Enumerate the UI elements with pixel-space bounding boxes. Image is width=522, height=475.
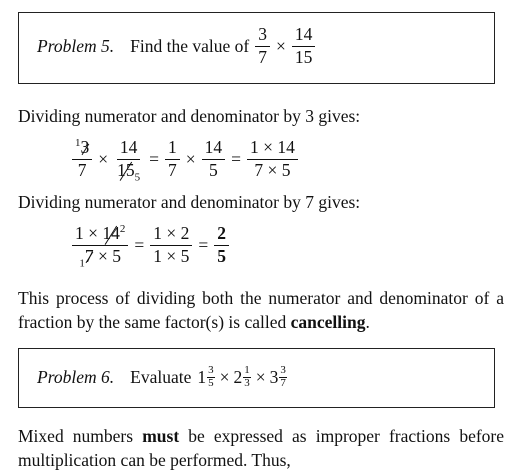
times-sign: × xyxy=(255,366,266,387)
step-1-intro: Dividing numerator and denominator by 3 gives: xyxy=(18,106,361,126)
equals-sign: = xyxy=(149,148,159,169)
problem-5-statement xyxy=(37,25,317,67)
problem-5-box xyxy=(18,12,495,84)
cancelling-paragraph: This process of dividing both the numerator and denominator of a fraction by the same factor(s) is called cancelling. xyxy=(18,288,504,332)
eq2-result: $\frac{2}{5}$ xyxy=(214,224,229,266)
step-1-equation xyxy=(70,137,300,184)
equals-sign: = xyxy=(198,234,209,255)
step-2-equation xyxy=(70,223,231,270)
times-sign: × xyxy=(98,148,109,169)
eq1-fraction-e: $\frac{1 \times 14}{7 \times 5}$ xyxy=(247,138,298,180)
eq2-fraction-b: $\frac{1 \times 2}{1 \times 5}$ xyxy=(150,224,192,266)
mixed-number-3: 3 $\frac{3}{7}$ xyxy=(269,364,286,389)
eq1-fraction-a: $\frac{^13}{7}$ xyxy=(72,138,92,180)
times-sign: × xyxy=(219,366,230,387)
problem-5-text: Find the value of xyxy=(130,35,250,56)
problem-5-label: Problem 5. xyxy=(37,35,115,56)
problem-6-text: Evaluate xyxy=(130,366,192,387)
times-sign: × xyxy=(185,148,196,169)
mixed-number-1: 1 $\frac{3}{5}$ xyxy=(197,364,214,389)
mixed-number-2: 2 $\frac{1}{3}$ xyxy=(233,364,250,389)
eq1-fraction-b: $\frac{14}{15_5}$ xyxy=(117,137,141,184)
problem-5-fraction-1: $\frac{3}{7}$ xyxy=(255,25,270,67)
problem-5-fraction-2: $\frac{14}{15}$ xyxy=(292,25,316,67)
cancelling-term: cancelling xyxy=(290,312,366,332)
step-2-intro: Dividing numerator and denominator by 7 gives: xyxy=(18,192,361,212)
times-sign: × xyxy=(275,35,286,56)
eq1-fraction-d: $\frac{14}{5}$ xyxy=(202,138,226,180)
eq2-fraction-a: $\frac{1 \times 14^2}{_17 \times 5}$ xyxy=(72,224,128,266)
mixed-numbers-paragraph: Mixed numbers must be expressed as improper fractions before multiplication can be performed. Thus, xyxy=(18,426,505,470)
equals-sign: = xyxy=(134,234,145,255)
eq1-fraction-c: $\frac{1}{7}$ xyxy=(165,138,180,180)
equals-sign: = xyxy=(231,148,241,169)
problem-6-box xyxy=(18,348,495,408)
must-term: must xyxy=(142,426,180,446)
problem-6-label: Problem 6. xyxy=(37,366,115,387)
problem-6-statement xyxy=(37,365,288,389)
